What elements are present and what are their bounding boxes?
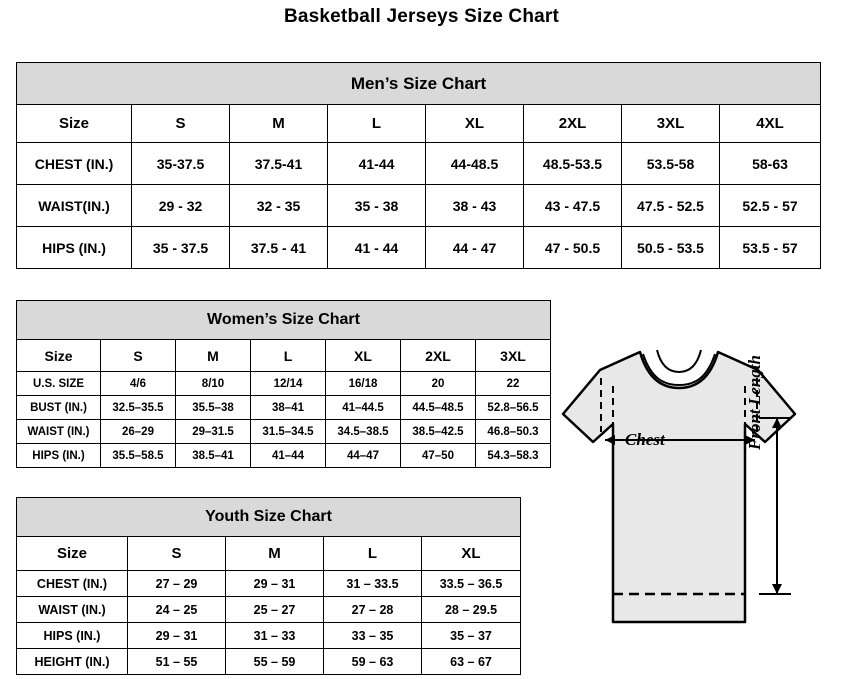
table-cell: 28 – 29.5 [422,597,521,623]
table-cell: 35.5–38 [176,396,251,420]
row-label: HIPS (IN.) [17,227,132,269]
table-cell: 12/14 [251,372,326,396]
womens-header-row [17,340,551,372]
table-cell: 24 – 25 [128,597,226,623]
row-label: WAIST(IN.) [17,185,132,227]
page-title: Basketball Jerseys Size Chart [283,6,560,27]
table-cell: 53.5-58 [622,143,720,185]
table-cell: 35 – 37 [422,623,521,649]
womens-size-chart-table [16,300,551,468]
table-cell: 37.5-41 [230,143,328,185]
table-cell: 27 – 28 [324,597,422,623]
table-cell: 27 – 29 [128,571,226,597]
table-row [17,143,821,185]
front-length-dimension-label: Front Length [745,355,764,450]
table-cell: 41 - 44 [328,227,426,269]
table-cell: 41-44 [328,143,426,185]
table-cell: 31 – 33.5 [324,571,422,597]
table-cell: 47.5 - 52.5 [622,185,720,227]
table-cell: 55 – 59 [226,649,324,675]
table-cell: 50.5 - 53.5 [622,227,720,269]
row-label: WAIST (IN.) [17,420,101,444]
womens-header-cell: 2XL [401,340,476,372]
jersey-measurement-diagram [545,322,835,672]
womens-chart-caption: Women’s Size Chart [17,301,551,340]
table-cell: 43 - 47.5 [524,185,622,227]
table-row [17,396,551,420]
table-cell: 46.8–50.3 [476,420,551,444]
table-cell: 31.5–34.5 [251,420,326,444]
table-cell: 26–29 [101,420,176,444]
youth-header-row [17,537,521,571]
table-cell: 25 – 27 [226,597,324,623]
table-row [17,372,551,396]
table-row [17,649,521,675]
youth-header-cell: S [128,537,226,571]
table-cell: 20 [401,372,476,396]
table-cell: 38.5–42.5 [401,420,476,444]
mens-size-chart-table [16,62,821,269]
table-cell: 32 - 35 [230,185,328,227]
table-cell: 63 – 67 [422,649,521,675]
table-cell: 22 [476,372,551,396]
row-label: HIPS (IN.) [17,623,128,649]
mens-header-cell: Size [17,105,132,143]
womens-header-cell: L [251,340,326,372]
table-cell: 34.5–38.5 [326,420,401,444]
table-row [17,227,821,269]
mens-chart-caption: Men’s Size Chart [17,63,821,105]
table-cell: 44–47 [326,444,401,468]
table-cell: 38.5–41 [176,444,251,468]
table-row [17,444,551,468]
table-cell: 53.5 - 57 [720,227,821,269]
mens-header-cell: M [230,105,328,143]
table-cell: 44.5–48.5 [401,396,476,420]
mens-header-cell: S [132,105,230,143]
womens-header-cell: Size [17,340,101,372]
table-cell: 31 – 33 [226,623,324,649]
mens-header-cell: L [328,105,426,143]
table-cell: 35-37.5 [132,143,230,185]
table-cell: 29 – 31 [226,571,324,597]
table-cell: 58-63 [720,143,821,185]
row-label: HEIGHT (IN.) [17,649,128,675]
mens-header-cell: XL [426,105,524,143]
table-cell: 35 - 37.5 [132,227,230,269]
table-cell: 52.8–56.5 [476,396,551,420]
youth-header-cell: M [226,537,324,571]
youth-size-chart-table [16,497,521,675]
table-cell: 33.5 – 36.5 [422,571,521,597]
table-cell: 41–44 [251,444,326,468]
table-row [17,597,521,623]
table-cell: 16/18 [326,372,401,396]
table-cell: 35.5–58.5 [101,444,176,468]
row-label: BUST (IN.) [17,396,101,420]
row-label: WAIST (IN.) [17,597,128,623]
table-cell: 4/6 [101,372,176,396]
jersey-shirt-icon [545,322,835,672]
chest-dimension-label: Chest [625,430,665,449]
table-cell: 32.5–35.5 [101,396,176,420]
table-cell: 41–44.5 [326,396,401,420]
table-cell: 38 - 43 [426,185,524,227]
row-label: CHEST (IN.) [17,571,128,597]
youth-chart-caption: Youth Size Chart [17,498,521,537]
table-row [17,420,551,444]
womens-header-cell: XL [326,340,401,372]
table-cell: 44-48.5 [426,143,524,185]
table-cell: 47 - 50.5 [524,227,622,269]
table-cell: 44 - 47 [426,227,524,269]
row-label: HIPS (IN.) [17,444,101,468]
table-cell: 29 – 31 [128,623,226,649]
table-cell: 29 - 32 [132,185,230,227]
table-cell: 35 - 38 [328,185,426,227]
row-label: U.S. SIZE [17,372,101,396]
mens-header-cell: 2XL [524,105,622,143]
youth-header-cell: L [324,537,422,571]
table-cell: 33 – 35 [324,623,422,649]
table-cell: 47–50 [401,444,476,468]
youth-header-cell: XL [422,537,521,571]
youth-header-cell: Size [17,537,128,571]
table-cell: 59 – 63 [324,649,422,675]
table-row [17,571,521,597]
table-cell: 54.3–58.3 [476,444,551,468]
mens-header-row [17,105,821,143]
table-cell: 48.5-53.5 [524,143,622,185]
table-cell: 8/10 [176,372,251,396]
womens-header-cell: M [176,340,251,372]
table-cell: 37.5 - 41 [230,227,328,269]
mens-header-cell: 4XL [720,105,821,143]
womens-header-cell: 3XL [476,340,551,372]
row-label: CHEST (IN.) [17,143,132,185]
table-cell: 51 – 55 [128,649,226,675]
table-cell: 38–41 [251,396,326,420]
table-cell: 52.5 - 57 [720,185,821,227]
table-row [17,623,521,649]
womens-header-cell: S [101,340,176,372]
table-row [17,185,821,227]
table-cell: 29–31.5 [176,420,251,444]
mens-header-cell: 3XL [622,105,720,143]
